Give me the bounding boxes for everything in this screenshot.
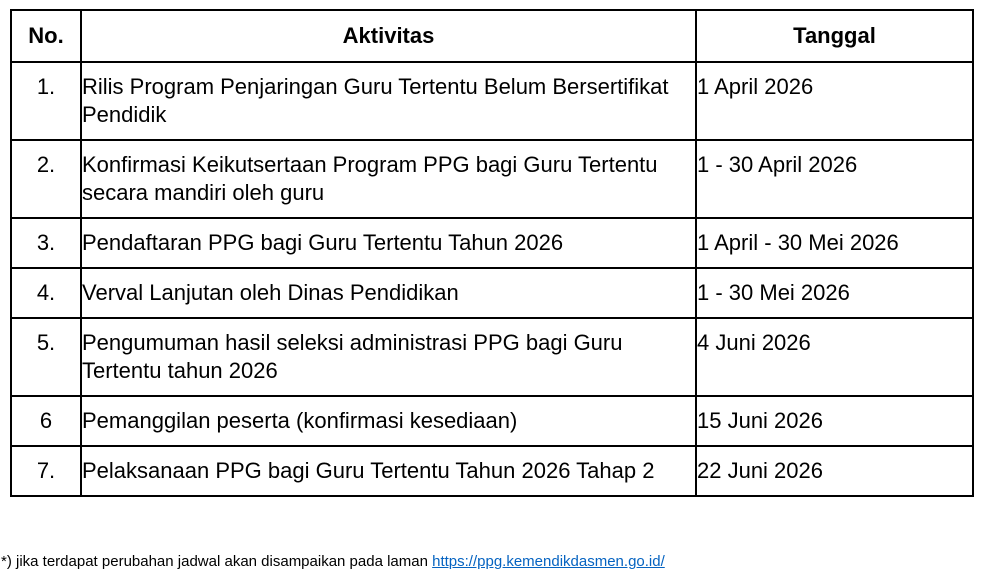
row-number: 5.: [11, 318, 81, 396]
row-date: 1 - 30 Mei 2026: [696, 268, 973, 318]
header-no: No.: [11, 10, 81, 62]
row-date: 22 Juni 2026: [696, 446, 973, 496]
table-row: [11, 446, 973, 496]
header-date: Tanggal: [696, 10, 973, 62]
row-date: 15 Juni 2026: [696, 396, 973, 446]
row-activity: Rilis Program Penjaringan Guru Tertentu Belum Bersertifikat Pendidik: [81, 62, 696, 140]
table-row: [11, 140, 973, 218]
row-activity: Pendaftaran PPG bagi Guru Tertentu Tahun 2026: [81, 218, 696, 268]
row-date: 1 - 30 April 2026: [696, 140, 973, 218]
row-number: 4.: [11, 268, 81, 318]
table-row: [11, 396, 973, 446]
row-number: 7.: [11, 446, 81, 496]
table-header-row: [11, 10, 973, 62]
schedule-table: [10, 9, 974, 497]
row-number: 1.: [11, 62, 81, 140]
header-activity: Aktivitas: [81, 10, 696, 62]
table-row: [11, 218, 973, 268]
row-activity: Verval Lanjutan oleh Dinas Pendidikan: [81, 268, 696, 318]
table-row: [11, 268, 973, 318]
row-date: 4 Juni 2026: [696, 318, 973, 396]
table-row: [11, 62, 973, 140]
row-date: 1 April - 30 Mei 2026: [696, 218, 973, 268]
row-number: 6: [11, 396, 81, 446]
row-activity: Pengumuman hasil seleksi administrasi PPG bagi Guru Tertentu tahun 2026: [81, 318, 696, 396]
table-row: [11, 318, 973, 396]
row-date: 1 April 2026: [696, 62, 973, 140]
row-activity: Pelaksanaan PPG bagi Guru Tertentu Tahun 2026 Tahap 2: [81, 446, 696, 496]
row-number: 2.: [11, 140, 81, 218]
row-activity: Pemanggilan peserta (konfirmasi kesediaan): [81, 396, 696, 446]
row-number: 3.: [11, 218, 81, 268]
footnote-link[interactable]: https://ppg.kemendikdasmen.go.id/: [432, 553, 665, 570]
footnote-text: *) jika terdapat perubahan jadwal akan disampaikan pada laman: [1, 553, 433, 570]
row-activity: Konfirmasi Keikutsertaan Program PPG bagi Guru Tertentu secara mandiri oleh guru: [81, 140, 696, 218]
footnote: [1, 553, 665, 571]
